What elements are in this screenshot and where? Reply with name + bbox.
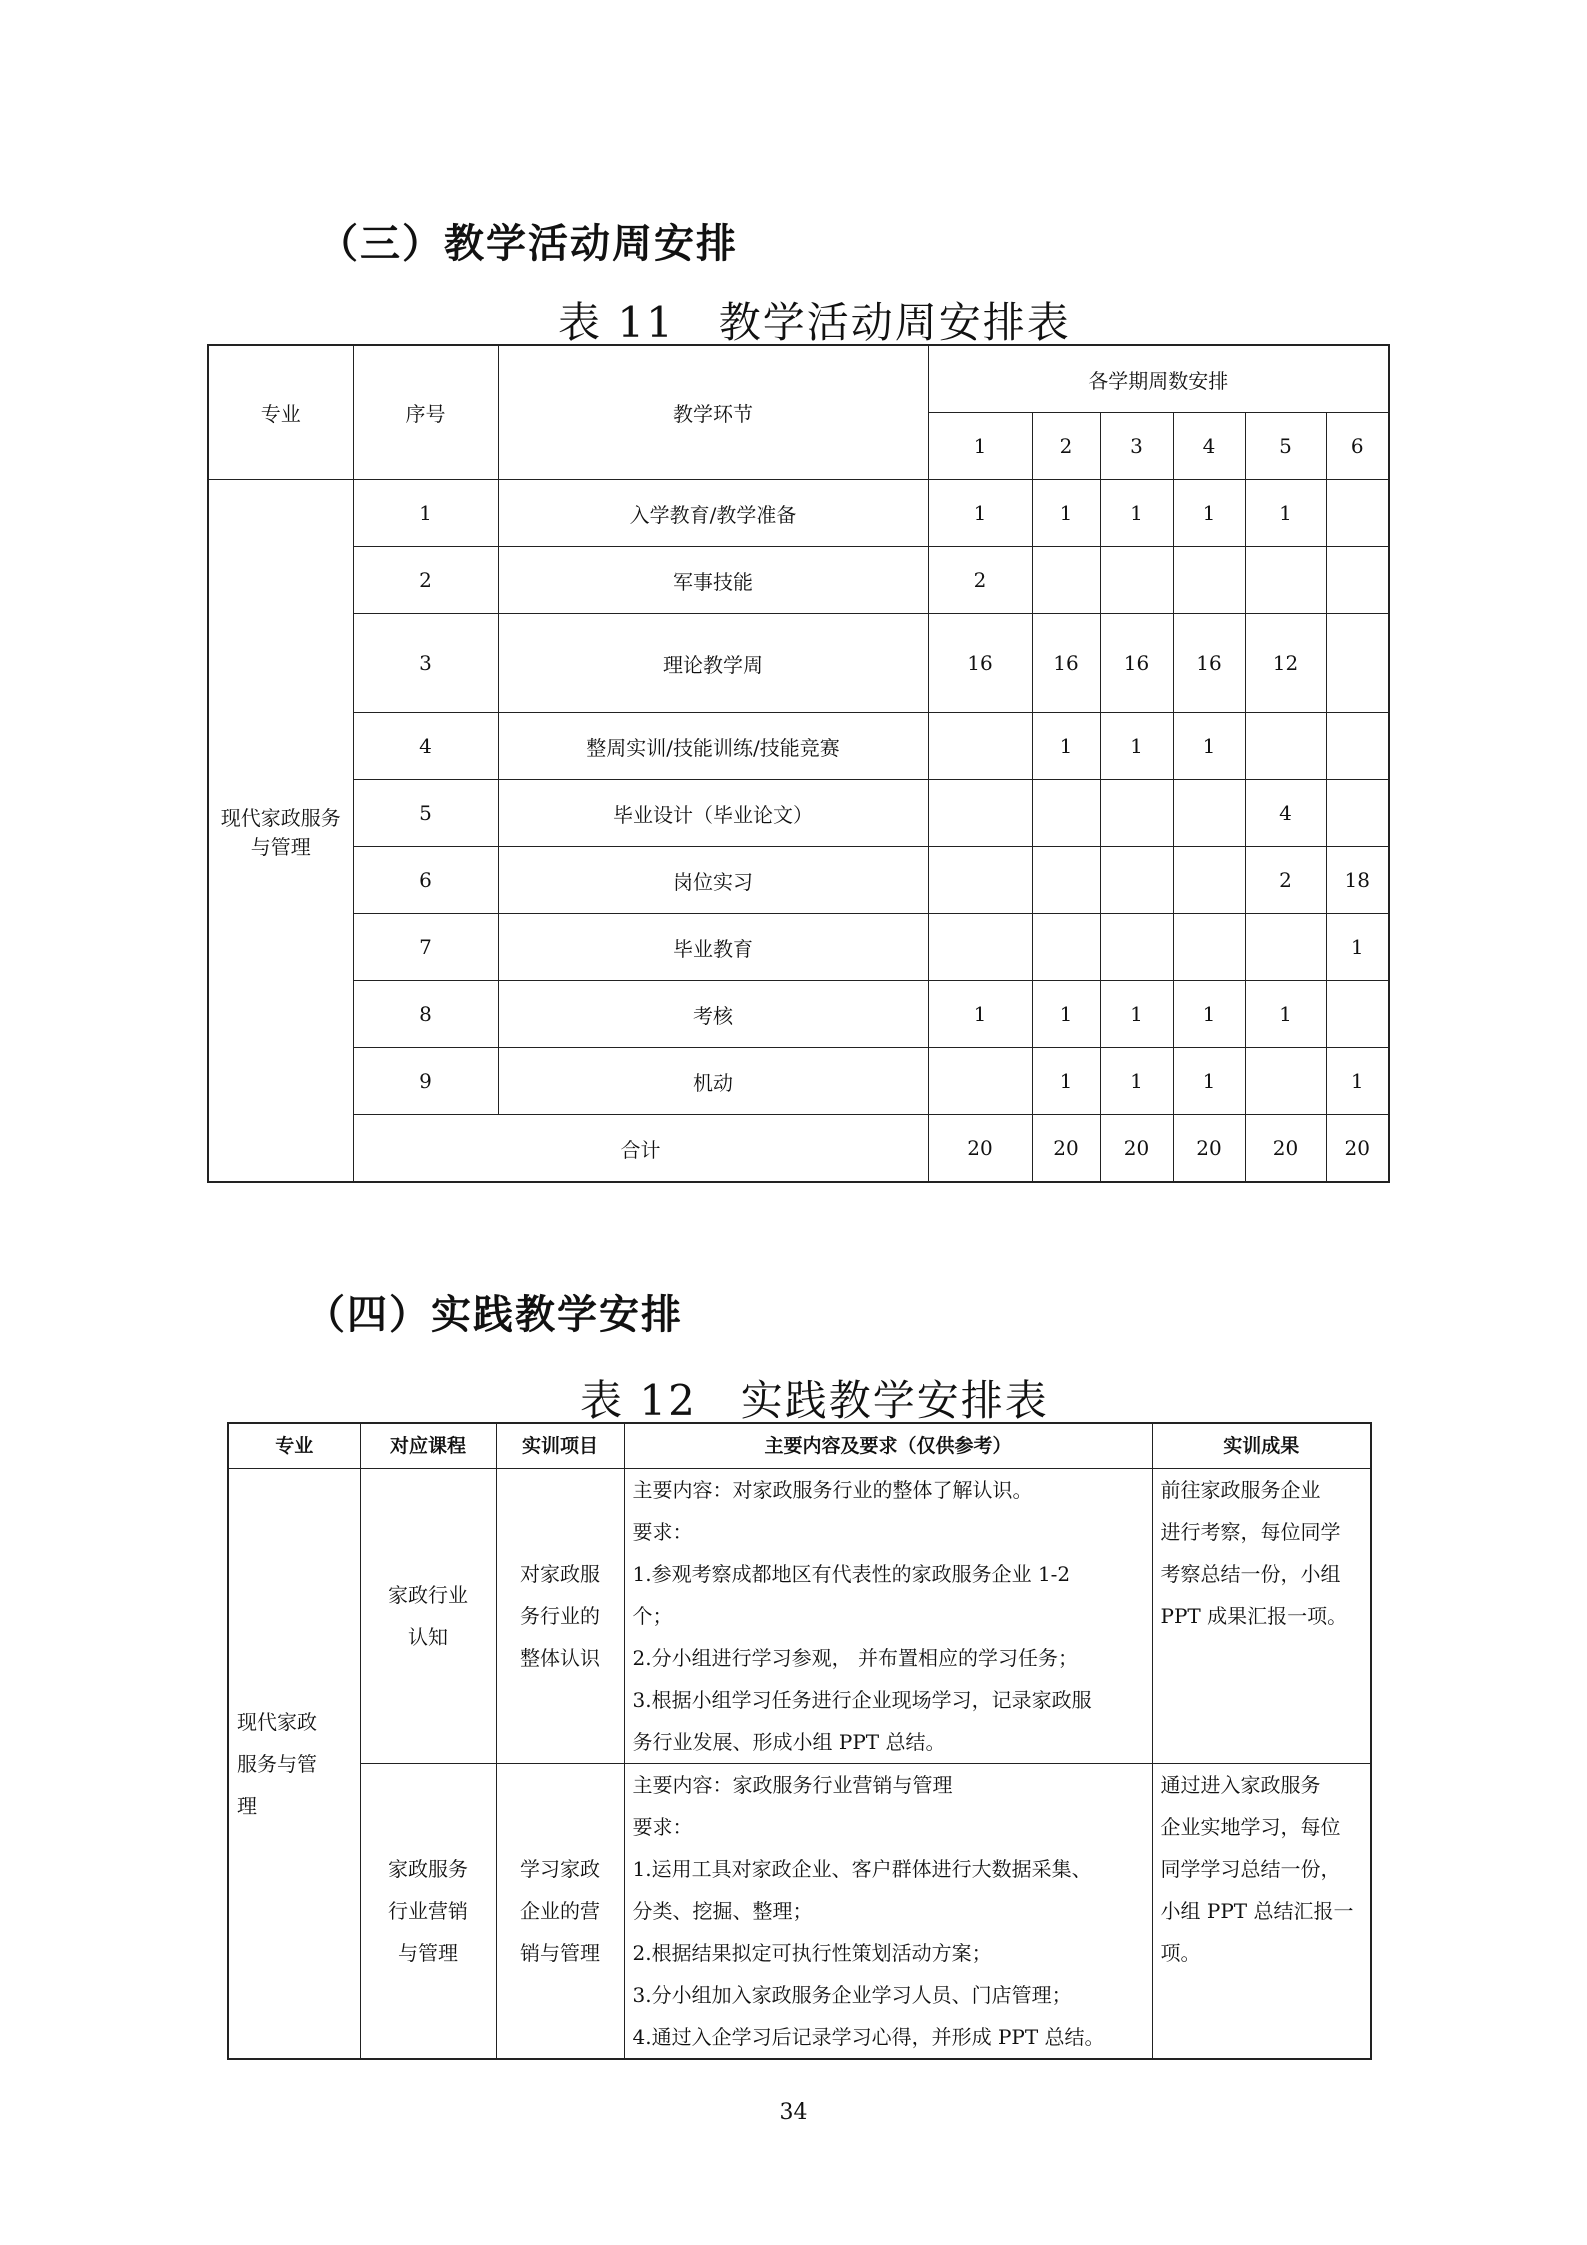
week-cell: 1 <box>1032 480 1100 547</box>
week-cell: 16 <box>1100 614 1173 713</box>
table-11-caption: 表 11 教学活动周安排表 <box>558 298 1071 347</box>
content-cell-line: 要求： <box>632 1815 693 1839</box>
week-cell <box>1100 847 1173 914</box>
week-cell: 1 <box>1173 713 1245 780</box>
week-cell: 16 <box>1173 614 1245 713</box>
week-cell: 2 <box>928 547 1032 614</box>
week-cell <box>1173 914 1245 981</box>
project-cell <box>496 1764 624 2060</box>
week-cell <box>928 780 1032 847</box>
week-cell: 1 <box>1100 1048 1173 1115</box>
week-cell: 16 <box>1032 614 1100 713</box>
content-cell-line: 主要内容：家政服务行业营销与管理 <box>632 1773 953 1797</box>
content-cell <box>624 1764 1152 2060</box>
segment-cell: 毕业设计（毕业论文） <box>498 780 928 847</box>
result-cell-line: 考察总结一份，小组 <box>1160 1562 1341 1586</box>
week-cell: 1 <box>928 981 1032 1048</box>
header-cell: 实训成果 <box>1152 1423 1371 1469</box>
teaching-weeks-table <box>207 344 1390 1183</box>
header-cell: 专业 <box>228 1423 360 1469</box>
week-cell: 1 <box>1100 981 1173 1048</box>
practice-teaching-table <box>227 1422 1372 2060</box>
major-cell: 现代家政服务与管理 <box>208 480 353 1183</box>
course-cell <box>360 1469 496 1764</box>
week-cell <box>1245 914 1326 981</box>
week-cell <box>1032 914 1100 981</box>
content-cell-line: 个； <box>632 1604 673 1628</box>
major-cell-line: 理 <box>237 1793 257 1818</box>
week-cell: 1 <box>1100 480 1173 547</box>
segment-cell: 考核 <box>498 981 928 1048</box>
project-cell-line: 务行业的 <box>520 1604 600 1628</box>
header-semester: 6 <box>1326 413 1389 480</box>
content-cell <box>624 1469 1152 1764</box>
week-cell: 1 <box>928 480 1032 547</box>
project-cell-line: 销与管理 <box>520 1941 600 1965</box>
table-row <box>208 614 1389 713</box>
week-cell <box>1100 547 1173 614</box>
total-cell: 20 <box>928 1115 1032 1183</box>
week-cell <box>1100 914 1173 981</box>
total-row <box>208 1115 1389 1183</box>
project-cell <box>496 1469 624 1764</box>
result-cell-line: 前往家政服务企业 <box>1160 1478 1321 1502</box>
seq-cell: 5 <box>353 780 498 847</box>
result-cell-line: 同学学习总结一份， <box>1160 1857 1341 1881</box>
week-cell <box>928 1048 1032 1115</box>
table-row <box>208 547 1389 614</box>
table-row <box>228 1764 1371 2060</box>
week-cell: 1 <box>1100 713 1173 780</box>
result-cell-line: PPT 成果汇报一项。 <box>1160 1604 1348 1628</box>
week-cell: 1 <box>1173 981 1245 1048</box>
header-weeks: 各学期周数安排 <box>928 345 1389 413</box>
project-cell-line: 整体认识 <box>520 1646 600 1670</box>
header-semester: 2 <box>1032 413 1100 480</box>
week-cell <box>1245 1048 1326 1115</box>
week-cell <box>1326 547 1389 614</box>
seq-cell: 4 <box>353 713 498 780</box>
project-cell-line: 学习家政 <box>520 1857 600 1881</box>
table-row <box>208 780 1389 847</box>
week-cell: 1 <box>1326 1048 1389 1115</box>
seq-cell: 1 <box>353 480 498 547</box>
section-3-heading: （三）教学活动周安排 <box>318 221 738 267</box>
table-row <box>228 1469 1371 1764</box>
content-cell-line: 要求： <box>632 1520 693 1544</box>
course-cell-line: 家政服务 <box>388 1857 468 1881</box>
seq-cell: 9 <box>353 1048 498 1115</box>
content-cell-line: 3.分小组加入家政服务企业学习人员、门店管理； <box>632 1983 1072 2007</box>
header-cell: 实训项目 <box>496 1423 624 1469</box>
segment-cell: 理论教学周 <box>498 614 928 713</box>
table-row <box>208 713 1389 780</box>
week-cell: 1 <box>1326 914 1389 981</box>
week-cell <box>1032 780 1100 847</box>
total-cell: 20 <box>1245 1115 1326 1183</box>
course-cell-line: 与管理 <box>398 1941 458 1965</box>
section-4-heading: （四）实践教学安排 <box>305 1292 683 1338</box>
segment-cell: 岗位实习 <box>498 847 928 914</box>
seq-cell: 2 <box>353 547 498 614</box>
week-cell <box>1326 480 1389 547</box>
table-row <box>208 480 1389 547</box>
week-cell: 1 <box>1245 480 1326 547</box>
week-cell <box>928 847 1032 914</box>
header-cell: 对应课程 <box>360 1423 496 1469</box>
segment-cell: 机动 <box>498 1048 928 1115</box>
week-cell: 1 <box>1173 1048 1245 1115</box>
content-cell-line: 2.分小组进行学习参观， 并布置相应的学习任务； <box>632 1646 1078 1670</box>
header-seq: 序号 <box>353 345 498 480</box>
header-segment: 教学环节 <box>498 345 928 480</box>
project-cell-line: 对家政服 <box>520 1562 600 1586</box>
table-12-caption: 表 12 实践教学安排表 <box>580 1376 1049 1425</box>
result-cell-line: 项。 <box>1160 1941 1201 1965</box>
result-cell <box>1152 1764 1371 2060</box>
content-cell-line: 2.根据结果拟定可执行性策划活动方案； <box>632 1941 992 1965</box>
result-cell-line: 通过进入家政服务 <box>1160 1773 1321 1797</box>
header-semester: 3 <box>1100 413 1173 480</box>
header-major: 专业 <box>208 345 353 480</box>
week-cell: 1 <box>1032 981 1100 1048</box>
week-cell: 12 <box>1245 614 1326 713</box>
result-cell <box>1152 1469 1371 1764</box>
content-cell-line: 1.参观考察成都地区有代表性的家政服务企业 1-2 <box>632 1562 1071 1586</box>
total-cell: 20 <box>1173 1115 1245 1183</box>
segment-cell: 毕业教育 <box>498 914 928 981</box>
week-cell <box>1326 780 1389 847</box>
content-cell-line: 主要内容：对家政服务行业的整体了解认识。 <box>632 1478 1033 1502</box>
result-cell-line: 小组 PPT 总结汇报一 <box>1160 1899 1354 1923</box>
seq-cell: 6 <box>353 847 498 914</box>
seq-cell: 3 <box>353 614 498 713</box>
week-cell <box>1245 547 1326 614</box>
table-row <box>208 1048 1389 1115</box>
result-cell-line: 企业实地学习，每位 <box>1160 1815 1341 1839</box>
week-cell <box>1326 614 1389 713</box>
header-semester: 1 <box>928 413 1032 480</box>
table-row <box>208 914 1389 981</box>
week-cell: 16 <box>928 614 1032 713</box>
week-cell <box>1326 713 1389 780</box>
project-cell-line: 企业的营 <box>520 1899 600 1923</box>
major-cell-line: 服务与管 <box>237 1751 317 1776</box>
result-cell-line: 进行考察，每位同学 <box>1160 1520 1341 1544</box>
seq-cell: 7 <box>353 914 498 981</box>
week-cell: 2 <box>1245 847 1326 914</box>
week-cell: 1 <box>1173 480 1245 547</box>
page-number: 34 <box>779 2100 808 2125</box>
week-cell: 1 <box>1032 1048 1100 1115</box>
segment-cell: 整周实训/技能训练/技能竞赛 <box>498 713 928 780</box>
week-cell <box>1032 847 1100 914</box>
total-label: 合计 <box>353 1115 928 1183</box>
week-cell: 1 <box>1245 981 1326 1048</box>
week-cell <box>1173 547 1245 614</box>
week-cell <box>1173 847 1245 914</box>
week-cell: 1 <box>1032 713 1100 780</box>
week-cell <box>1245 713 1326 780</box>
seq-cell: 8 <box>353 981 498 1048</box>
week-cell <box>1100 780 1173 847</box>
week-cell <box>1032 547 1100 614</box>
content-cell-line: 分类、挖掘、整理； <box>632 1899 813 1923</box>
course-cell-line: 家政行业 <box>388 1583 468 1607</box>
course-cell-line: 认知 <box>408 1625 448 1649</box>
total-cell: 20 <box>1032 1115 1100 1183</box>
total-cell: 20 <box>1100 1115 1173 1183</box>
segment-cell: 军事技能 <box>498 547 928 614</box>
table-row <box>208 981 1389 1048</box>
course-cell-line: 行业营销 <box>388 1899 468 1923</box>
total-cell: 20 <box>1326 1115 1389 1183</box>
segment-cell: 入学教育/教学准备 <box>498 480 928 547</box>
header-semester: 4 <box>1173 413 1245 480</box>
content-cell-line: 4.通过入企学习后记录学习心得，并形成 PPT 总结。 <box>632 2025 1105 2049</box>
week-cell <box>1326 981 1389 1048</box>
major-cell <box>228 1469 360 2060</box>
content-cell-line: 务行业发展、形成小组 PPT 总结。 <box>632 1730 946 1754</box>
course-cell <box>360 1764 496 2060</box>
table-row <box>208 847 1389 914</box>
week-cell <box>928 914 1032 981</box>
content-cell-line: 1.运用工具对家政企业、客户群体进行大数据采集、 <box>632 1857 1092 1881</box>
week-cell <box>928 713 1032 780</box>
week-cell: 18 <box>1326 847 1389 914</box>
week-cell <box>1173 780 1245 847</box>
header-cell: 主要内容及要求（仅供参考） <box>624 1423 1152 1469</box>
major-cell-line: 现代家政 <box>237 1709 317 1734</box>
content-cell-line: 3.根据小组学习任务进行企业现场学习，记录家政服 <box>632 1688 1092 1712</box>
week-cell: 4 <box>1245 780 1326 847</box>
header-semester: 5 <box>1245 413 1326 480</box>
